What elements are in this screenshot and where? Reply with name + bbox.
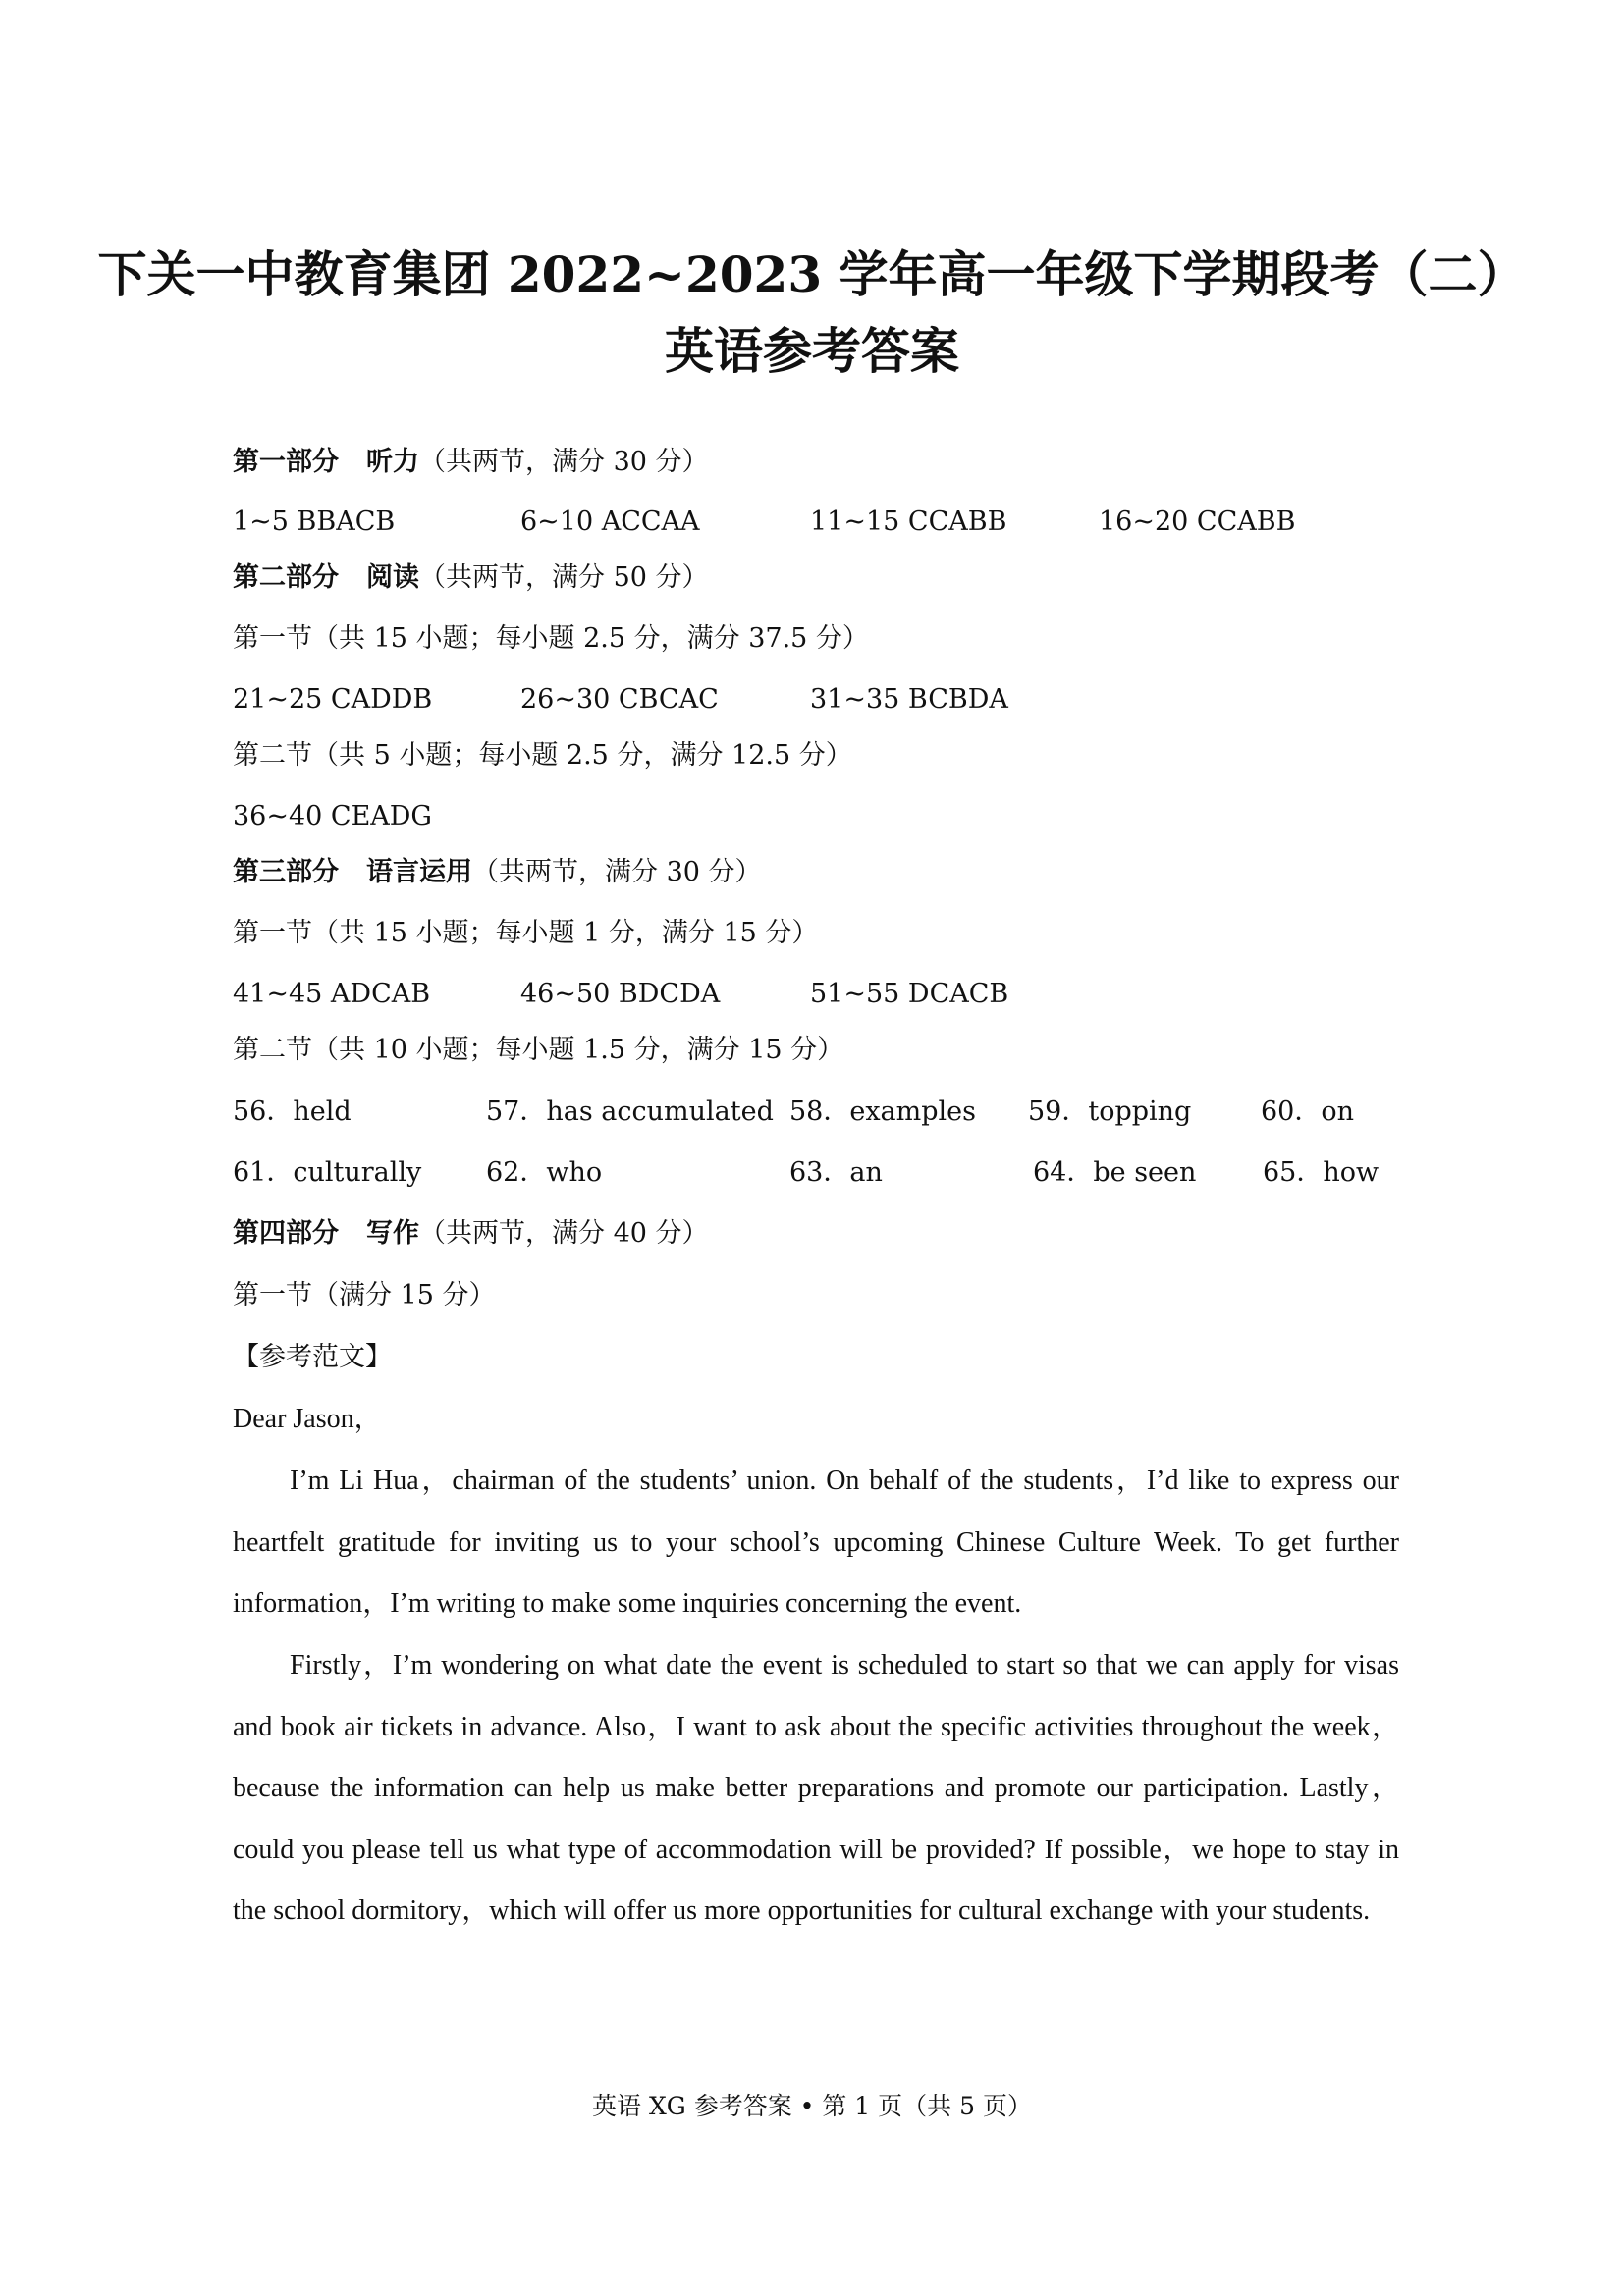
answer-group: 36~40 CEADG — [233, 801, 433, 831]
part1-answers-row — [233, 506, 1411, 539]
part1-name: 听力 — [366, 447, 419, 477]
answer-group: 6~10 ACCAA — [520, 507, 700, 537]
answer-group: 46~50 BDCDA — [520, 979, 721, 1009]
part4-name: 写作 — [366, 1218, 419, 1249]
answer-group: 21~25 CADDB — [233, 684, 433, 715]
part2-section1-heading: 第一节（共 15 小题；每小题 2.5 分，满分 37.5 分） — [233, 623, 869, 654]
answer-group: 1~5 BBACB — [233, 507, 396, 537]
part2-name: 阅读 — [366, 562, 419, 593]
page-footer: 英语 XG 参考答案 • 第 1 页（共 5 页） — [592, 2092, 1032, 2120]
part4-section1-heading: 第一节（满分 15 分） — [233, 1280, 496, 1310]
fill-answer: 61．culturally — [233, 1157, 422, 1188]
answer-group: 41~45 ADCAB — [233, 979, 431, 1009]
part2-note: （共两节，满分 50 分） — [419, 562, 709, 593]
essay-paragraph-2: Firstly，I’m wondering on what date the event is scheduled to start so that we can apply for visas and book air tickets in advance. Also，I want to ask about the specific activities throughout the week，because the information can help us make better preparations and promote our participation. Lastly，could you please tell us what type of accommodation will be provided? If possible，we hope to stay in the school dormitory，which will offer us more opportunities for cultural exchange with your students. — [233, 1650, 1399, 1926]
part1-label: 第一部分 — [233, 447, 339, 477]
part2-heading — [233, 561, 709, 595]
document-title-line1: 下关一中教育集团 2022~2023 学年高一年级下学期段考（二） — [97, 245, 1527, 303]
fill-answer: 63．an — [789, 1157, 883, 1188]
fill-answer: 58．examples — [789, 1096, 977, 1127]
part3-section1-heading: 第一节（共 15 小题；每小题 1 分，满分 15 分） — [233, 918, 819, 948]
part3-heading — [233, 856, 762, 889]
part3-section1-answers-row — [233, 978, 1411, 1011]
part3-name: 语言运用 — [366, 857, 472, 887]
fill-answer: 65．how — [1263, 1157, 1380, 1188]
part1-heading — [233, 446, 709, 479]
answer-group: 26~30 CBCAC — [520, 684, 719, 715]
fill-answers-row-1 — [233, 1095, 1411, 1129]
part1-note: （共两节，满分 30 分） — [419, 447, 709, 477]
fill-answer: 56．held — [233, 1096, 352, 1127]
essay-paragraph-1: I’m Li Hua，chairman of the students’ union. On behalf of the students，I’d like to express our heartfelt gratitude for inviting us to your school’s upcoming Chinese Culture Week. To get further information，I’m writing to make some inquiries concerning the event. — [233, 1466, 1399, 1619]
answer-group: 11~15 CCABB — [810, 507, 1007, 537]
part2-label: 第二部分 — [233, 562, 339, 593]
part4-note: （共两节，满分 40 分） — [419, 1218, 709, 1249]
part2-section2-heading: 第二节（共 5 小题；每小题 2.5 分，满分 12.5 分） — [233, 740, 852, 771]
part3-section2-heading: 第二节（共 10 小题；每小题 1.5 分，满分 15 分） — [233, 1035, 844, 1065]
fill-answer: 60．on — [1261, 1096, 1355, 1127]
part4-label: 第四部分 — [233, 1218, 339, 1249]
part4-heading — [233, 1217, 709, 1251]
fill-answers-row-2 — [233, 1156, 1411, 1190]
sample-essay-label: 【参考范文】 — [233, 1342, 392, 1372]
document-title-line2: 英语参考答案 — [665, 322, 959, 380]
fill-answer: 62．who — [486, 1157, 603, 1188]
part2-section2-answers-row — [233, 800, 1411, 833]
fill-answer: 57．has accumulated — [486, 1096, 774, 1127]
answer-group: 16~20 CCABB — [1099, 507, 1296, 537]
part3-label: 第三部分 — [233, 857, 339, 887]
fill-answer: 64．be seen — [1033, 1157, 1197, 1188]
essay-greeting: Dear Jason， — [233, 1404, 382, 1434]
answer-group: 31~35 BCBDA — [810, 684, 1008, 715]
answer-group: 51~55 DCACB — [810, 979, 1009, 1009]
part3-note: （共两节，满分 30 分） — [472, 857, 762, 887]
fill-answer: 59．topping — [1028, 1096, 1192, 1127]
part2-section1-answers-row — [233, 683, 1411, 717]
